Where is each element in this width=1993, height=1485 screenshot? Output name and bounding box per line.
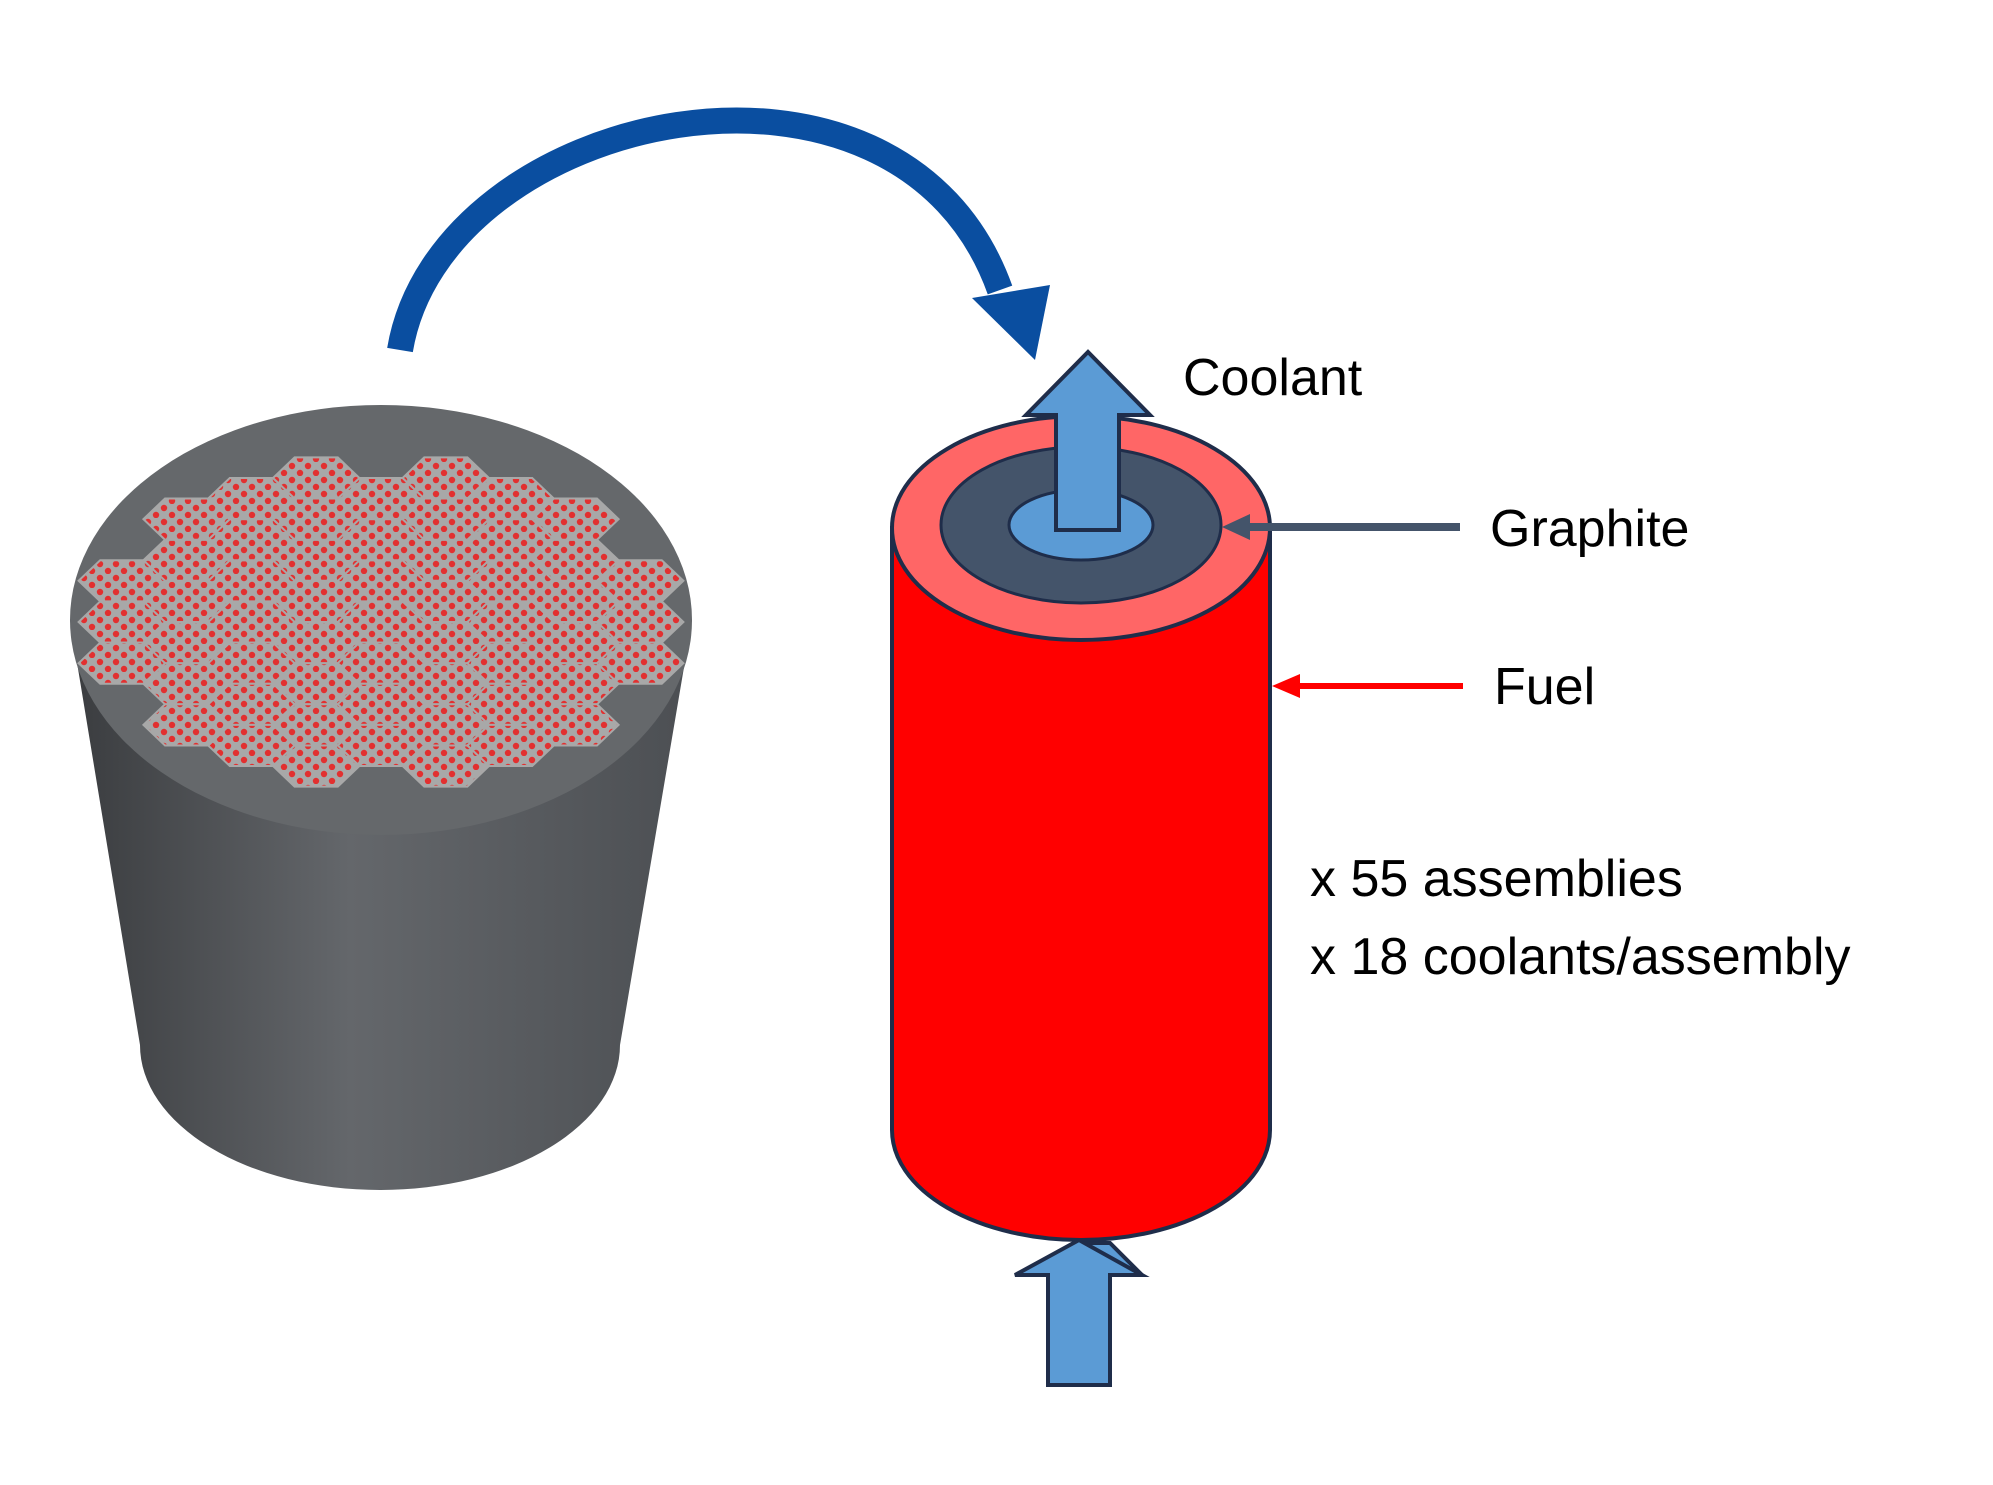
assembly-lattice — [79, 457, 684, 786]
coolant-count-label: x 18 coolants/assembly — [1310, 928, 1851, 986]
fuel-cylinder — [892, 352, 1270, 1385]
fuel-label: Fuel — [1494, 658, 1596, 716]
graphite-label: Graphite — [1490, 500, 1690, 558]
curved-arrow — [400, 120, 1050, 360]
assembly-count-label: x 55 assemblies — [1310, 850, 1683, 908]
reactor-core — [70, 405, 692, 1190]
curved-arrow-head — [972, 285, 1050, 360]
curved-arrow-shaft — [400, 120, 1000, 350]
fuel-pointer — [1272, 674, 1463, 698]
coolant-label: Coolant — [1183, 349, 1363, 407]
